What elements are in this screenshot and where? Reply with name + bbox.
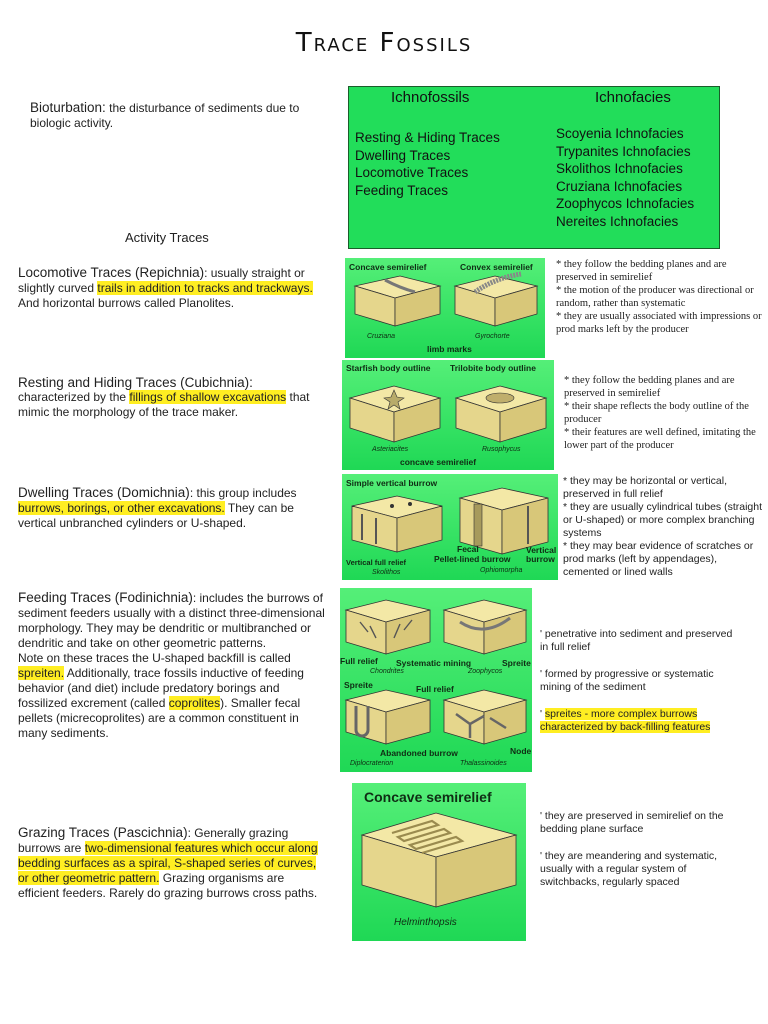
list-item: Locomotive Traces xyxy=(355,165,469,180)
figure-label: Rusophycus xyxy=(482,446,521,453)
ichno-table xyxy=(348,86,720,249)
figure-label: concave semirelief xyxy=(400,457,477,467)
figure-label: Skolithos xyxy=(372,569,401,576)
list-item: * they are usually associated with impressions or prod marks left by the producer xyxy=(556,311,762,335)
list-item: ' they are preserved in semirelief on the bedding plane surface xyxy=(540,810,724,835)
dwelling-text: Dwelling Traces (Domichnia): this group includes burrows, borings, or other excavations. They can be vertical unbranched cylinders or U-shaped. xyxy=(18,485,297,530)
figure-label: Diplocraterion xyxy=(350,760,394,767)
list-item: * the motion of the producer was directional or random, rather than systematic xyxy=(556,285,754,309)
list-item: Nereites Ichnofacies xyxy=(556,213,679,229)
figure-label: Spreite xyxy=(344,680,373,690)
ichnofacies-list xyxy=(556,125,694,230)
figure-label: Helminthopsis xyxy=(394,917,457,928)
list-item: Scoyenia Ichnofacies xyxy=(556,126,684,141)
grazing-figure xyxy=(352,783,526,941)
list-item: Dwelling Traces xyxy=(355,147,451,163)
dwelling-notes xyxy=(563,475,766,579)
list-item: Zoophycos Ichnofacies xyxy=(556,196,695,211)
list-item: Skolithos Ichnofacies xyxy=(556,161,683,176)
ichnofossils-header: Ichnofossils xyxy=(391,89,470,106)
locomotive-figure xyxy=(345,258,545,358)
grazing-notes xyxy=(540,810,740,889)
figure-label: Thalassinoides xyxy=(460,760,507,767)
figure-label: Chondrites xyxy=(370,668,404,675)
figure-label: Abandoned burrow xyxy=(380,748,458,758)
figure-label: Pellet-lined burrow xyxy=(434,554,511,564)
list-item: ' they are meandering and systematic, usually with a regular system of switchbacks, regularly spaced xyxy=(540,850,718,888)
feeding-figure xyxy=(340,588,532,772)
figure-label: Trilobite body outline xyxy=(450,363,536,373)
list-item: * they follow the bedding planes and are preserved in semirelief xyxy=(556,259,727,283)
resting-text: Resting and Hiding Traces (Cubichnia): characterized by the fillings of shallow excavations that mimic the morphology of the trace maker. xyxy=(18,375,310,419)
figure-label: Ophiomorpha xyxy=(480,567,523,574)
locomotive-text: Locomotive Traces (Repichnia): usually straight or slightly curved trails in addition to tracks and trackways. And horizontal burrows called Planolites. xyxy=(18,265,313,310)
resting-figure xyxy=(342,360,554,470)
list-item: * they may be horizontal or vertical, preserved in full relief xyxy=(563,475,728,500)
figure-label: Asteriacites xyxy=(372,446,409,453)
list-item: Cruziana Ichnofacies xyxy=(556,178,683,194)
figure-label: Vertical burrow xyxy=(526,545,557,564)
dwelling-figure xyxy=(342,474,558,580)
feeding-notes xyxy=(540,628,740,734)
figure-label: Spreite xyxy=(502,658,531,668)
figure-label: limb marks xyxy=(427,344,472,354)
activity-traces-heading: Activity Traces xyxy=(125,230,209,245)
figure-label: Full relief xyxy=(416,684,454,694)
figure-label: Node xyxy=(510,746,532,756)
locomotive-notes xyxy=(556,258,766,336)
bioturbation-definition: Bioturbation: the disturbance of sediments due to biologic activity. xyxy=(30,100,300,130)
figure-label: Starfish body outline xyxy=(346,363,431,373)
figure-label: Full relief xyxy=(340,656,378,666)
list-item: ' spreites - more complex burrows characterized by back-filling features xyxy=(540,708,711,733)
figure-label: Vertical full relief xyxy=(346,558,407,567)
feeding-text: Feeding Traces (Fodinichnia): includes the burrows of sediment feeders usually with a distinct three-dimensional morphology. They may be dendritic or multibranched or dendritic and take on other geometric patterns. Note on these traces the U-shaped backfill is called spreiten. Additionally, trace fossils inductive of feeding behavior (and diet) include predatory borings and fossilized excrement (called coprolites). Smaller fecal pellets (micrecoprolites) are a common constituent in many sediments. xyxy=(18,590,325,740)
list-item: * their features are well defined, imitating the lower part of the producer xyxy=(564,427,756,451)
figure-label: Convex semirelief xyxy=(460,262,533,272)
list-item: ' penetrative into sediment and preserved in full relief xyxy=(540,628,733,653)
ichnofossils-list xyxy=(355,129,500,199)
grazing-text: Grazing Traces (Pascichnia): Generally grazing burrows are two-dimensional features which occur along bedding surfaces as a spiral, S-shaped series of curves, or other geometric pattern. Grazing organisms are efficient feeders. Rarely do grazing burrows cross paths. xyxy=(18,825,318,900)
figure-label: Systematic mining xyxy=(396,658,472,668)
figure-label: Simple vertical burrow xyxy=(346,478,438,488)
figure-label: Concave semirelief xyxy=(364,789,492,805)
figure-label: Zoophycos xyxy=(468,668,503,675)
list-item: Feeding Traces xyxy=(355,182,449,198)
list-item: * they may bear evidence of scratches or prod marks (left by appendages), cemented or lined walls xyxy=(563,540,754,578)
list-item: ' formed by progressive or systematic mining of the sediment xyxy=(540,668,714,693)
figure-label: Cruziana xyxy=(367,333,396,340)
list-item: * their shape reflects the body outline of the producer xyxy=(564,401,749,425)
list-item: * they are usually cylindrical tubes (straight or U-shaped) or more complex branching systems xyxy=(563,501,763,539)
resting-notes xyxy=(564,374,766,452)
figure-label: Gyrochorte xyxy=(475,333,510,340)
figure-label: Concave semirelief xyxy=(349,262,427,272)
list-item: * they follow the bedding planes and are preserved in semirelief xyxy=(564,375,735,399)
list-item: Trypanites Ichnofacies xyxy=(556,143,691,159)
page-title: Trace Fossils xyxy=(295,28,473,58)
ichnofacies-header: Ichnofacies xyxy=(595,89,671,106)
list-item: Resting & Hiding Traces xyxy=(355,130,500,145)
figure-label: Fecal xyxy=(457,544,479,554)
